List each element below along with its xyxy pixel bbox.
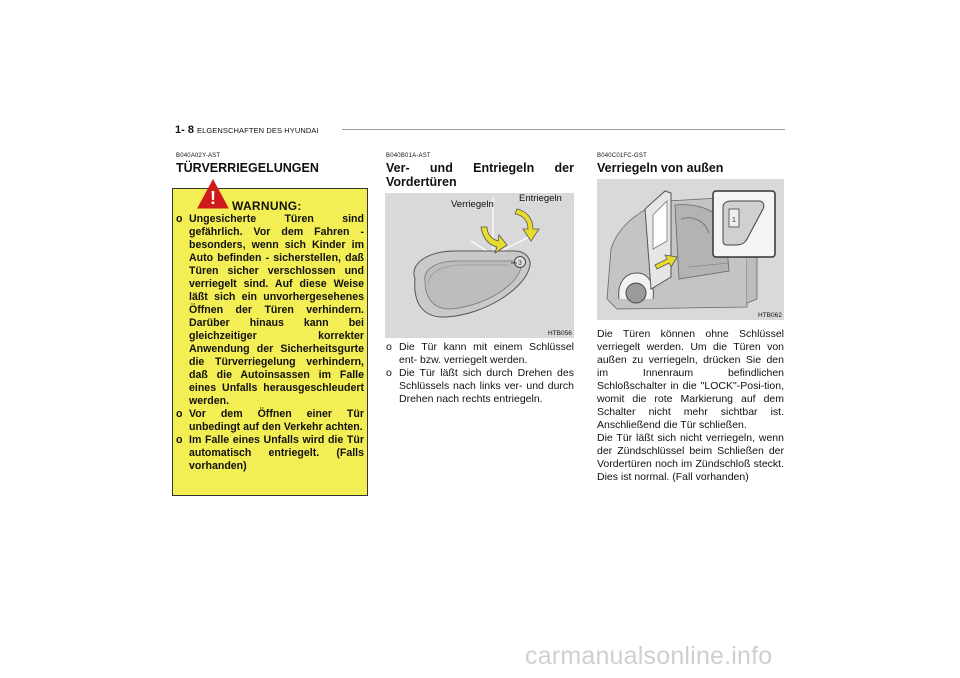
car-door-illustration <box>597 179 784 320</box>
warning-icon-glyph: ! <box>210 188 216 208</box>
paragraph: Die Tür läßt sich nicht verriegeln, wenn der Zündschlüssel beim Schließen der Vordertüren noch im Zündschloß steckt. Dies ist normal. (Fall vorhanden) <box>597 432 784 483</box>
list-item <box>386 367 574 406</box>
section-title-line: Ver- und Entriegeln der <box>386 161 574 175</box>
section-title <box>386 161 574 189</box>
section-title: Verriegeln von außen <box>597 161 724 175</box>
bullet: o <box>176 213 183 225</box>
bullet: o <box>386 367 392 379</box>
door-handle-key-drawing <box>385 193 574 338</box>
section-title-line: Vordertüren <box>386 175 457 189</box>
warning-title: WARNUNG: <box>232 199 302 213</box>
paragraph: Die Türen können ohne Schlüssel verriegelt werden. Um die Türen von außen zu verriegeln, drücken Sie den im Innenraum befindlichen Schloßschalter in die "LOCK"-Posi-tion, womit die rote Markierung auf dem Schalter nicht mehr sichtbar ist. Anschließend die Tür schließen. <box>597 328 784 431</box>
chapter-title: ELGENSCHAFTEN DES HYUNDAI <box>197 126 319 135</box>
car-interior-drawing <box>597 179 784 320</box>
watermark: carmanualsonline.info <box>525 642 773 670</box>
svg-text:3: 3 <box>518 260 522 267</box>
door-lock-illustration <box>385 193 574 338</box>
text-list <box>386 341 574 406</box>
warning-item-text: Ungesicherte Türen sind gefährlich. Vor dem Fahren - besonders, wenn sich Kinder im Auto befinden - sicherstellen, daß Türen sicher verschlossen und verriegelt sind. Auf diese Weise läßt sich ein unvorhergesehenes Öffnen der Türen verhindern. Darüber hinaus kann bei gleichzeitiger korrekter Anwendung der Sicherheitsgurte die Türverriegelung verhindern, daß die Autoinsassen im Falle eines Unfalls herausgeschleudert werden. <box>189 213 364 407</box>
svg-text:1: 1 <box>732 217 736 224</box>
lock-label: Verriegeln <box>451 199 494 210</box>
list-item <box>386 341 574 367</box>
warning-triangle-icon <box>197 179 229 209</box>
section-code: B040C01FC-GST <box>597 153 647 159</box>
bullet: o <box>176 408 183 420</box>
page-number: 1- 8 <box>175 124 194 136</box>
bullet: o <box>176 434 183 446</box>
body-text <box>597 328 784 484</box>
section-code: B040B01A-AST <box>386 153 431 159</box>
section-title: TÜRVERRIEGELUNGEN <box>176 161 319 175</box>
image-reference: HTB062 <box>758 312 782 319</box>
warning-item <box>176 434 364 473</box>
warning-list <box>176 213 364 473</box>
section-code: B040A02Y-AST <box>176 153 221 159</box>
image-reference: HTB056 <box>548 330 572 337</box>
warning-item <box>176 408 364 434</box>
bullet: o <box>386 341 392 353</box>
warning-item-text: Im Falle eines Unfalls wird die Tür automatisch entriegelt. (Falls vorhanden) <box>189 434 364 472</box>
list-item-text: Die Tür kann mit einem Schlüssel ent- bzw. verriegelt werden. <box>399 341 574 366</box>
unlock-label: Entriegeln <box>519 193 562 204</box>
header-rule <box>342 129 785 130</box>
list-item-text: Die Tür läßt sich durch Drehen des Schlüssels nach links ver- und durch Drehen nach rechts entriegeln. <box>399 367 574 405</box>
warning-item <box>176 213 364 408</box>
warning-item-text: Vor dem Öffnen einer Tür unbedingt auf den Verkehr achten. <box>189 408 364 433</box>
